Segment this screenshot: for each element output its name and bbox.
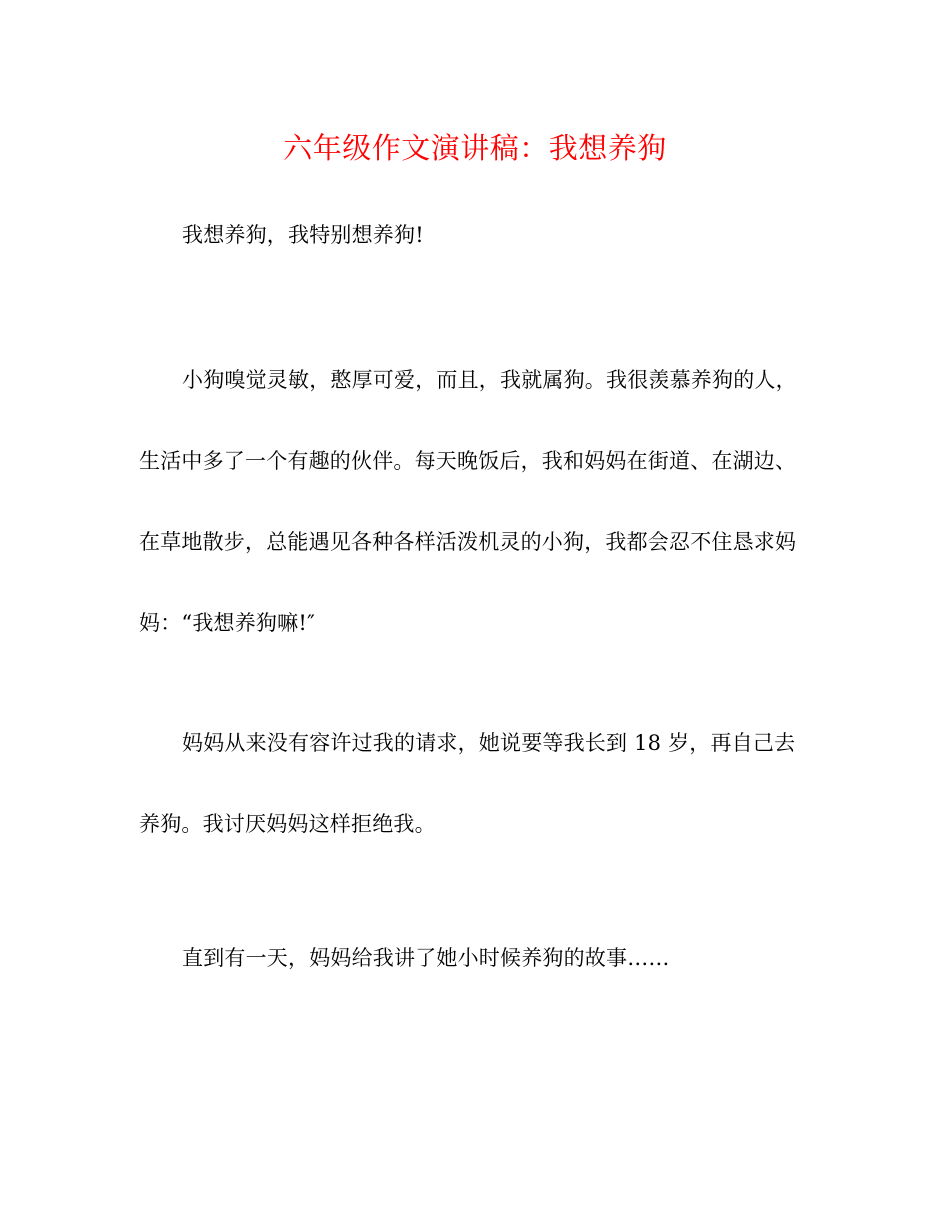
paragraph-line: 养狗。我讨厌妈妈这样拒绝我。 [139, 812, 436, 836]
paragraph-line: 妈妈从来没有容许过我的请求，她说要等我长到 18 岁，再自己去 [182, 731, 796, 755]
paragraph-line: 我想养狗，我特别想养狗! [182, 223, 424, 247]
paragraph-line: 妈：“我想养狗嘛!″ [139, 611, 316, 635]
paragraph-2 [139, 340, 819, 664]
paragraph-1 [139, 195, 819, 276]
paragraph-line: 在草地散步，总能遇见各种各样活泼机灵的小狗，我都会忍不住恳求妈 [139, 530, 797, 554]
paragraph-line: 直到有一天，妈妈给我讲了她小时候养狗的故事…… [182, 946, 670, 970]
paragraph-4 [139, 918, 819, 999]
document-title: 六年级作文演讲稿：我想养狗 [283, 131, 667, 165]
paragraph-line: 小狗嗅觉灵敏，憨厚可爱，而且，我就属狗。我很羡慕养狗的人， [182, 368, 797, 392]
paragraph-line: 生活中多了一个有趣的伙伴。每天晚饭后，我和妈妈在街道、在湖边、 [139, 449, 797, 473]
paragraph-3 [139, 703, 819, 865]
